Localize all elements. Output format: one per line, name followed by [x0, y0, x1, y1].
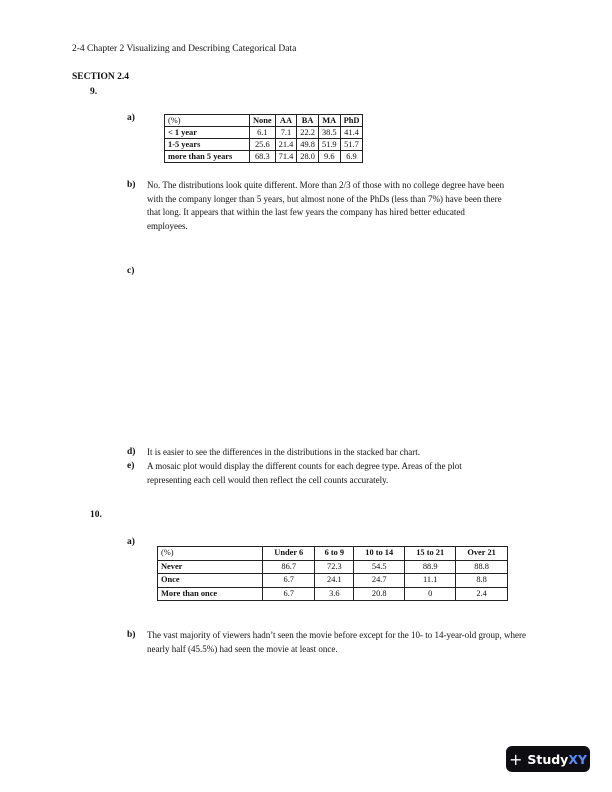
- cell: 71.4: [275, 151, 297, 163]
- q9-col-header: MA: [318, 115, 340, 127]
- plus-icon: +: [508, 749, 523, 769]
- row-label: more than 5 years: [165, 151, 250, 163]
- table-row: [165, 139, 363, 151]
- q10-col-header: Over 21: [456, 547, 508, 561]
- studyxy-badge[interactable]: [506, 746, 590, 772]
- table-row: [165, 151, 363, 163]
- cell: 6.1: [250, 127, 276, 139]
- q10-table: [157, 546, 508, 601]
- cell: 88.9: [405, 560, 456, 574]
- q9-table: [164, 114, 363, 163]
- table-row: [158, 560, 508, 574]
- table-row: [165, 127, 363, 139]
- table-row: [158, 587, 508, 601]
- q9-table-corner: (%): [165, 115, 250, 127]
- badge-brand-accent: XY: [568, 751, 588, 767]
- row-label: Never: [158, 560, 263, 574]
- q9-col-header: AA: [275, 115, 297, 127]
- q9-part-d-label: d): [127, 447, 136, 457]
- cell: 20.8: [354, 587, 405, 601]
- cell: 51.7: [340, 139, 363, 151]
- cell: 8.8: [456, 574, 508, 588]
- cell: 7.1: [275, 127, 297, 139]
- q10-part-b-text: The vast majority of viewers hadn’t seen the movie before except for the 10- to 14-year-old group, where nearly half (45.5%) had seen the movie at least once.: [147, 630, 527, 654]
- row-label: Once: [158, 574, 263, 588]
- q9-part-b-label: b): [127, 180, 136, 190]
- q10-col-header: 6 to 9: [315, 547, 354, 561]
- cell: 86.7: [263, 560, 315, 574]
- row-label: More than once: [158, 587, 263, 601]
- question-9-number: 9.: [90, 87, 98, 97]
- q9-part-e-label: e): [127, 461, 135, 471]
- cell: 25.6: [250, 139, 276, 151]
- section-title: SECTION 2.4: [72, 72, 130, 82]
- cell: 9.6: [318, 151, 340, 163]
- cell: 72.3: [315, 560, 354, 574]
- cell: 6.9: [340, 151, 363, 163]
- cell: 3.6: [315, 587, 354, 601]
- cell: 22.2: [297, 127, 319, 139]
- q9-col-header: BA: [297, 115, 319, 127]
- q9-col-header: None: [250, 115, 276, 127]
- q9-part-d-text: It is easier to see the differences in the distributions in the stacked bar chart.: [147, 447, 420, 457]
- q10-col-header: Under 6: [263, 547, 315, 561]
- q9-part-a-label: a): [127, 113, 135, 123]
- q10-table-header-row: [158, 547, 508, 561]
- cell: 24.1: [315, 574, 354, 588]
- cell: 6.7: [263, 574, 315, 588]
- cell: 24.7: [354, 574, 405, 588]
- q9-part-b-text: No. The distributions look quite different. More than 2/3 of those with no college degree have been with the company longer than 5 years, but almost none of the PhDs (less than 7%) have been there that long. It appears that within the last few years the company has hired better educated employees.: [147, 180, 505, 231]
- q9-table-header-row: [165, 115, 363, 127]
- cell: 41.4: [340, 127, 363, 139]
- table-row: [158, 574, 508, 588]
- cell: 54.5: [354, 560, 405, 574]
- cell: 28.0: [297, 151, 319, 163]
- q9-part-e-text: A mosaic plot would display the different counts for each degree type. Areas of the plot representing each cell would then reflect the cell counts accurately.: [147, 461, 462, 485]
- cell: 68.3: [250, 151, 276, 163]
- q10-col-header: 10 to 14: [354, 547, 405, 561]
- cell: 6.7: [263, 587, 315, 601]
- cell: 49.8: [297, 139, 319, 151]
- cell: 11.1: [405, 574, 456, 588]
- cell: 88.8: [456, 560, 508, 574]
- cell: 51.9: [318, 139, 340, 151]
- q10-part-b-label: b): [127, 630, 136, 640]
- q9-part-c-label: c): [127, 266, 135, 276]
- page-header: 2-4 Chapter 2 Visualizing and Describing Categorical Data: [72, 44, 297, 54]
- q10-table-corner: (%): [158, 547, 263, 561]
- cell: 2.4: [456, 587, 508, 601]
- row-label: 1-5 years: [165, 139, 250, 151]
- q9-col-header: PhD: [340, 115, 363, 127]
- row-label: < 1 year: [165, 127, 250, 139]
- badge-brand: Study: [527, 751, 569, 767]
- cell: 21.4: [275, 139, 297, 151]
- question-10-number: 10.: [90, 510, 102, 520]
- cell: 0: [405, 587, 456, 601]
- q10-col-header: 15 to 21: [405, 547, 456, 561]
- q10-part-a-label: a): [127, 537, 135, 547]
- cell: 38.5: [318, 127, 340, 139]
